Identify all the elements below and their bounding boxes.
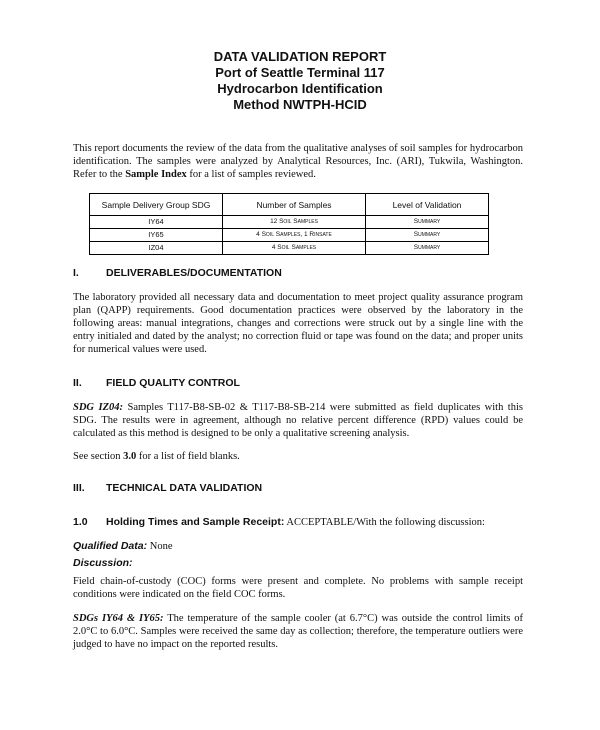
sample-table [89,193,489,255]
field-qc-paragraph: SDG IZ04: Samples T117-B8-SB-02 & T117-B8-SB-214 were submitted as field duplicates with this SDG. The results were in agreement, although no relative percent difference (RPD) values could be calculated as this method is designed to be only a qualitative screening analysis. [73,402,523,439]
coc-paragraph: Field chain-of-custody (COC) forms were present and complete. No problems with sample receipt conditions were indicated on the field COC forms. [73,576,523,600]
intro-paragraph: This report documents the review of the data from the qualitative analyses of soil samples for hydrocarbon identification. The samples were analyzed by Analytical Resources, Inc. (ARI), Tukwila, Washington. Refer to the Sample Index for a list of samples reviewed. [73,143,523,180]
report-title: DATA VALIDATION REPORT [213,49,387,64]
section-heading-field-qc: II. FIELD QUALITY CONTROL [73,377,240,389]
cell-sdg: IY65 [90,229,223,242]
table-header-row [90,194,489,216]
cell-sdg: IY64 [90,216,223,229]
cell-count: 4 Soil Samples [223,242,366,255]
cell-level: Summary [366,216,489,229]
sdg-label: SDG IZ04: [73,402,123,413]
report-site: Port of Seattle Terminal 117 [215,65,385,80]
discussion-label: Discussion: [73,557,133,569]
qualified-data-line: Qualified Data: None [73,540,173,552]
col-header-count: Number of Samples [223,194,366,216]
col-header-sdg: Sample Delivery Group SDG [90,194,223,216]
cooler-temp-paragraph: SDGs IY64 & IY65: The temperature of the sample cooler (at 6.7°C) was outside the control limits of 2.0°C to 6.0°C. Samples were received the same day as collection; therefore, the temperature outliers were judged to have no impact on the reported results. [73,613,523,650]
report-subject: Hydrocarbon Identification [217,81,383,96]
cell-count: 12 Soil Samples [223,216,366,229]
table-row [90,229,489,242]
sdgs-label: SDGs IY64 & IY65: [73,613,164,624]
section-heading-technical: III. TECHNICAL DATA VALIDATION [73,482,263,494]
deliverables-paragraph: The laboratory provided all necessary data and documentation to meet project quality assurance program plan (QAPP) requirements. Good documentation practices were observed by the laboratory in the following areas: manual integrations, changes and corrections were struck out by a single line with the entry initialed and dated by the analyst; no correction fluid or tape was found on the data; and proper units for numerical values were used. [73,292,523,355]
field-blanks-note: See section 3.0 for a list of field blanks. [73,451,240,462]
report-title-block [0,49,600,113]
cell-level: Summary [366,229,489,242]
section-heading-deliverables: I. DELIVERABLES/DOCUMENTATION [73,267,282,279]
table-row [90,242,489,255]
table-row [90,216,489,229]
report-method: Method NWTPH-HCID [233,97,367,112]
sample-index-ref: Sample Index [125,169,187,180]
cell-sdg: IZ04 [90,242,223,255]
cell-count: 4 Soil Samples, 1 Rinsate [223,229,366,242]
col-header-level: Level of Validation [366,194,489,216]
cell-level: Summary [366,242,489,255]
holding-times-heading: 1.0 Holding Times and Sample Receipt: ACCEPTABLE/With the following discussion: [73,516,485,528]
